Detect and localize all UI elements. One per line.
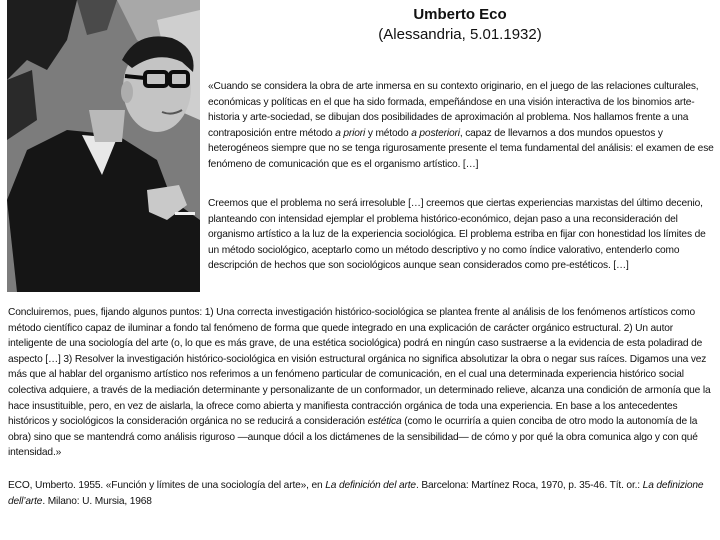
portrait-photo [7, 0, 200, 292]
page-title: Umberto Eco [413, 6, 507, 23]
quote-paragraph-3: Concluiremos, pues, fijando algunos puntos: 1) Una correcta investigación histórico-sociológica se plantea frente al análisis de los fenómenos artísticos como método científico capaz de iluminar a fondo tal fenómeno de forma que quede integrado en una explicación de carácter orgánico estructural. 2) Un autor inteligente de una sociología del arte (o, lo que es más grave, de una estética sociológica) podrá en ningún caso sustraerse a la evidencia de esta poladirad de aspecto […] 3) Resolver la investigación histórico-sociológica en visión estructural orgánica no significa absolutizar la obra o negar sus raíces. Digamos una vez más que al hablar del organismo artístico nos referimos a un fenómeno particular de comunicación, en el cual una determinada experiencia histórico social colectiva adquiere, a través de la mediación determinante y personalizante de un conformador, un determinado relieve, alcanza una condición de armonía que la hace insustituible, pero, en vez de aislarla, la ofrece como abierta y manifiesta contracción orgánica de toda una experiencia. En base a los antecedentes históricos y sociológicos la consideración orgánica no se reducirá a consideración estética (como le ocurriría a quien conciba de otro modo la autonomía de la obra) sino que se mantendrá como análisis riguroso —aunque dócil a los dictámenes de la sensibilidad— de cómo y por qué la obra comunica algo y con qué intensidad.» [8, 307, 711, 459]
page-subtitle: (Alessandria, 5.01.1932) [378, 26, 542, 43]
quote-paragraph-1: «Cuando se considera la obra de arte inmersa en su contexto originario, en el juego de las relaciones culturales, económicas y políticas en el que ha sido formada, empeñándose en una visión interactiva de los binomios arte-historia y arte-sociedad, se dibujan dos posibilidades de aproximación al problema. Nos hallamos frente a una contraposición entre método a priori y método a posteriori, capaz de llevarnos a dos mundos opuestos y heterogéneos siempre que no se tenga rigurosamente presente el tema fundamental del análisis: el examen de ese fenómeno de comunicación que es el organismo artístico. […] [208, 81, 714, 170]
quote-paragraph-2: Creemos que el problema no será irresoluble […] creemos que ciertas experiencias marxistas del último decenio, planteando con intensidad ejemplar el problema histórico-económico, dejan paso a una reconsideración del organismo artístico a la luz de la experiencia sociológica. El problema estriba en fijar con honestidad los límites de un método sociológico, aceptarlo como un método descriptivo y no como índice valorativo, entenderlo como descripción de hechos que son sociológicos aunque sean considerados como pre-estéticos. […] [208, 198, 706, 272]
bibliographic-reference: ECO, Umberto. 1955. «Función y límites de una sociología del arte», en La definición del arte. Barcelona: Martínez Roca, 1970, p. 35-46. Tít. or.: La definizione dell’arte. Milano: U. Mursia, 1968 [8, 480, 704, 507]
